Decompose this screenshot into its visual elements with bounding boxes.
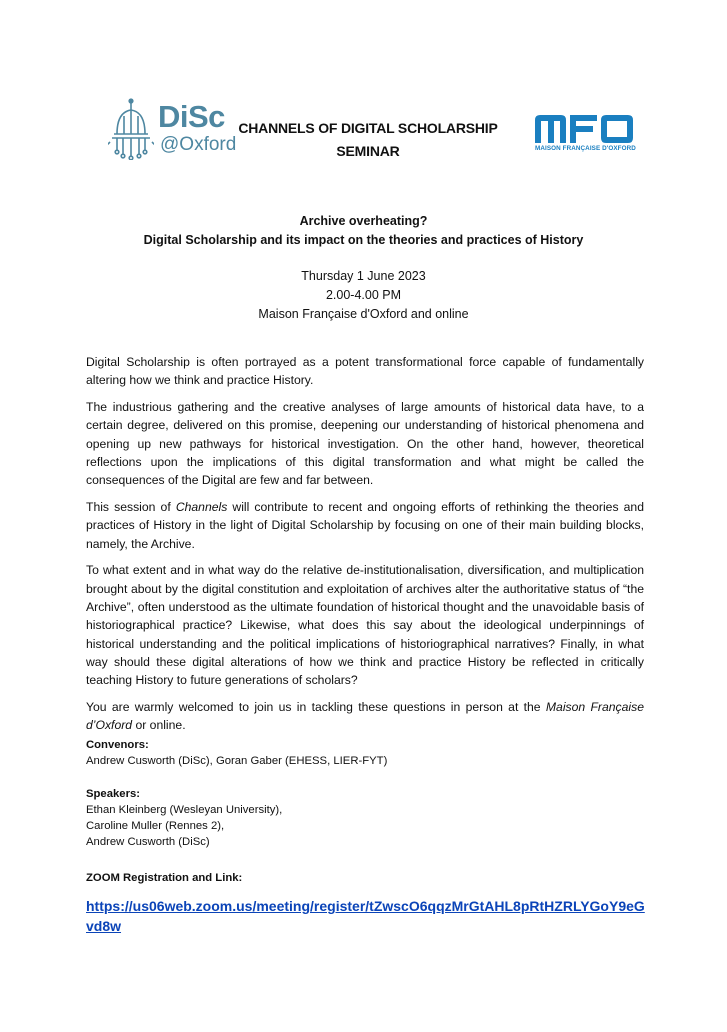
speaker-item: Ethan Kleinberg (Wesleyan University),: [86, 804, 283, 816]
convenors-section: [86, 737, 646, 769]
mfo-logo: [535, 115, 635, 155]
seminar-title: [228, 117, 508, 163]
paragraph-3: [86, 498, 644, 553]
speaker-item: Andrew Cusworth (DiSc): [86, 836, 210, 848]
event-date: Thursday 1 June 2023: [301, 269, 426, 283]
paragraph-5-emphasis: Maison Française d’Oxford: [86, 700, 644, 733]
disc-oxford-logo: [108, 98, 237, 160]
disc-logo-subtitle: @Oxford: [160, 134, 237, 155]
paragraph-4: To what extent and in what way do the relative de-institutionalisation, diversification, and multiplication brought about by the digital constitution and exploitation of archives alter the authoritative status of “the Archive”, often understood as the ultimate foundation of historical thought and the unavoidable basis of historiographical practice? Likewise, what does this say about the ideological underpinnings of historical understanding and the political implications of historiographical narratives? Finally, in what way should these digital alterations of how we think and practice History be reflected in critically teaching History to future generations of scholars?: [86, 563, 644, 688]
zoom-registration-link[interactable]: https://us06web.zoom.us/meeting/register/tZwscO6qqzMrGtAHL8pRtHZRLYGoY9eGvd8w: [86, 898, 645, 934]
seminar-title-line2: SEMINAR: [336, 143, 400, 159]
mfo-logo-subtitle: MAISON FRANÇAISE D'OXFORD: [535, 145, 636, 152]
dome-circuit-icon: [108, 98, 154, 160]
paragraph-5-text-b: or online.: [132, 718, 186, 733]
paragraph-5: [86, 698, 644, 735]
paragraph-3-text-a: This session of: [86, 500, 176, 515]
paragraph-2: The industrious gathering and the creative analyses of large amounts of historical data have, to a certain degree, delivered on this promise, deepening our understanding of historical phenomena and opening up new pathways for historical investigation. On the other hand, however, theoretical reflections upon the implications of this digital transformation and what might be called the consequences of the Digital are few and far between.: [86, 400, 644, 488]
zoom-label: ZOOM Registration and Link:: [86, 872, 243, 884]
zoom-section: [86, 870, 646, 886]
event-venue: Maison Française d'Oxford and online: [258, 307, 469, 321]
event-details: [60, 267, 667, 324]
talk-title: [60, 212, 667, 250]
convenors-label: Convenors:: [86, 739, 149, 751]
paragraph-1: Digital Scholarship is often portrayed as a potent transformational force capable of fundamentally altering how we think and practice History.: [86, 355, 644, 388]
paragraph-5-text-a: You are warmly welcomed to join us in tackling these questions in person at the: [86, 700, 546, 715]
description: [86, 353, 644, 743]
disc-logo-title: DiSc: [158, 99, 225, 134]
speakers-label: Speakers:: [86, 788, 141, 800]
paragraph-3-emphasis: Channels: [175, 500, 228, 515]
talk-title-line2: Digital Scholarship and its impact on the theories and practices of History: [143, 233, 584, 247]
mfo-logo-mark: [535, 115, 633, 143]
talk-title-line1: Archive overheating?: [299, 214, 428, 228]
convenors-names: Andrew Cusworth (DiSc), Goran Gaber (EHESS, LIER-FYT): [86, 755, 388, 767]
event-time: 2.00-4.00 PM: [325, 288, 402, 302]
seminar-title-line1: CHANNELS OF DIGITAL SCHOLARSHIP: [238, 120, 498, 136]
speaker-item: Caroline Muller (Rennes 2),: [86, 820, 225, 832]
speakers-section: [86, 786, 646, 850]
paragraph-3-text-b: will contribute to recent and ongoing efforts of rethinking the theories and practices of History in the light of Digital Scholarship by focusing on one of their main building blocks, namely, the Archive.: [86, 500, 644, 551]
